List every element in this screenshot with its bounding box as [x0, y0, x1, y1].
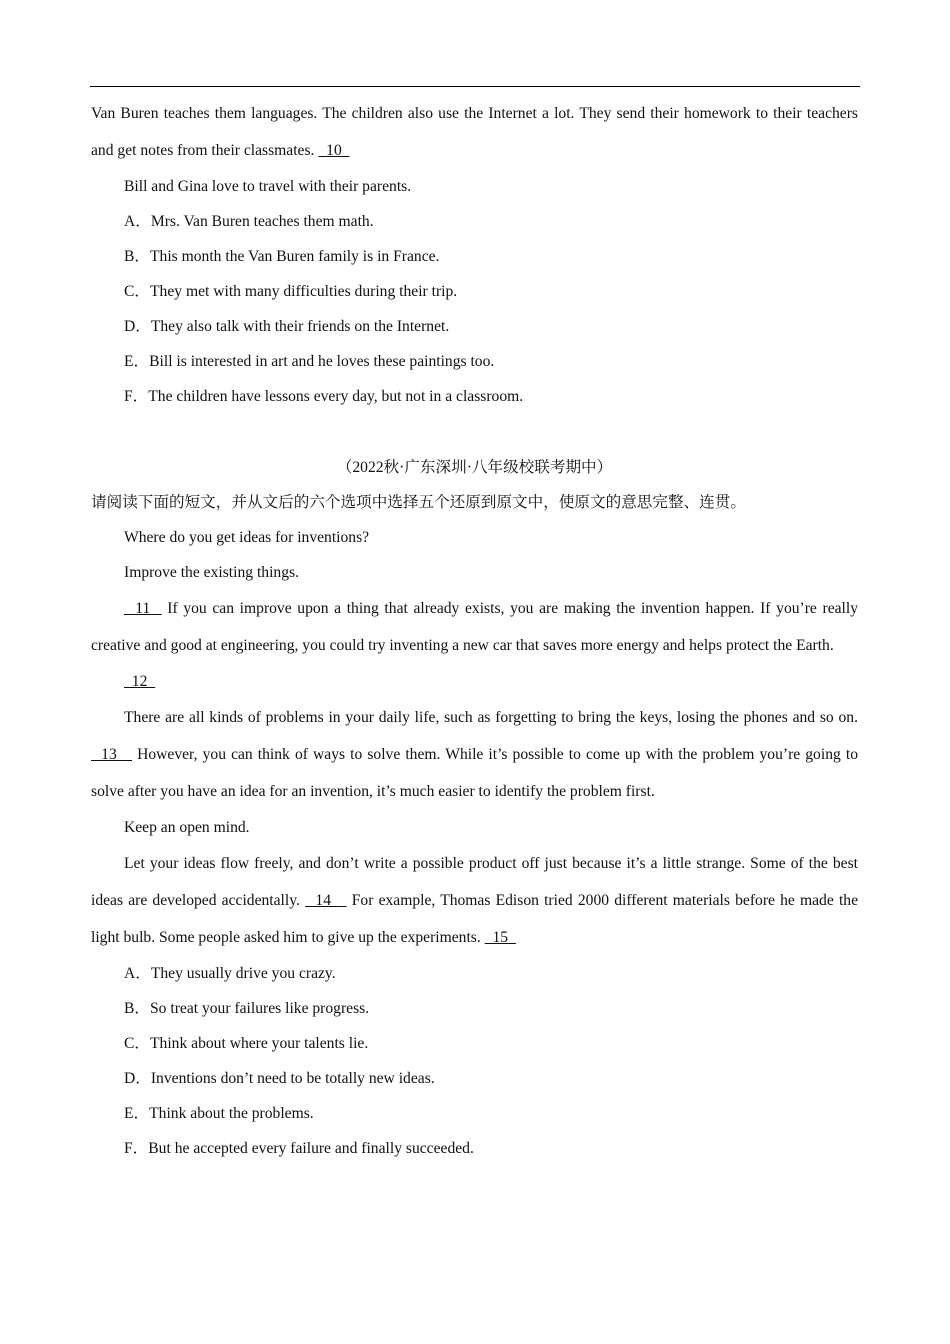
option-text: But he accepted every failure and finally succeeded. — [148, 1140, 474, 1157]
option-letter: B． — [124, 248, 150, 265]
option-2c — [91, 1026, 858, 1061]
heading-improve: Improve the existing things. — [124, 564, 299, 581]
option-text: The children have lessons every day, but not in a classroom. — [148, 388, 524, 405]
passage1-last-line: Bill and Gina love to travel with their parents. — [124, 178, 412, 195]
options-list-1 — [91, 204, 858, 414]
section-gap — [91, 414, 858, 450]
option-2f — [91, 1131, 858, 1166]
document-body — [91, 95, 858, 1166]
option-1e — [91, 344, 858, 379]
passage1-paragraph-end — [91, 95, 858, 169]
option-text: So treat your failures like progress. — [150, 1000, 370, 1017]
option-text: Inventions don’t need to be totally new ideas. — [150, 1070, 435, 1087]
option-letter: E． — [124, 353, 150, 370]
paragraph-13-start: There are all kinds of problems in your daily life, such as forgetting to bring the keys, losing the phones and so on. — [124, 709, 858, 726]
option-text: Think about where your talents lie. — [150, 1035, 369, 1052]
option-letter: A． — [124, 965, 151, 982]
option-1b — [91, 239, 858, 274]
option-text: Bill is interested in art and he loves these paintings too. — [149, 353, 495, 370]
option-text: They also talk with their friends on the Internet. — [150, 318, 450, 335]
paragraph-13-end: However, you can think of ways to solve them. While it’s possible to come up with the problem you’re going to solve after you have an idea for an invention, it’s much easier to identify the problem first. — [91, 746, 858, 800]
option-letter: C． — [124, 1035, 150, 1052]
option-1a — [91, 204, 858, 239]
option-1c — [91, 274, 858, 309]
option-2d — [91, 1061, 858, 1096]
paragraph-11 — [91, 590, 858, 664]
paragraph-11-text: If you can improve upon a thing that already exists, you are making the invention happen. If you’re really creative and good at engineering, you could try inventing a new car that saves more energy and helps protect the Earth. — [91, 600, 858, 654]
paragraph-14-end: For example, Thomas Edison tried 2000 different materials before he made the light bulb. Some people asked him to give up the experiments. — [91, 892, 858, 946]
blank-14: 14 — [305, 892, 347, 909]
option-letter: F． — [124, 388, 149, 405]
option-letter: F． — [124, 1140, 149, 1157]
option-1f — [91, 379, 858, 414]
option-2e — [91, 1096, 858, 1131]
option-1d — [91, 309, 858, 344]
passage1-text: Van Buren teaches them languages. The children also use the Internet a lot. They send their homework to their teachers and get notes from their classmates. — [91, 105, 858, 159]
header-rule — [90, 86, 860, 87]
blank-13: 13 — [91, 746, 133, 763]
option-letter: E． — [124, 1105, 150, 1122]
option-text: This month the Van Buren family is in France. — [150, 248, 440, 265]
option-text: They met with many difficulties during their trip. — [150, 283, 458, 300]
paragraph-14 — [91, 845, 858, 956]
option-letter: D． — [124, 1070, 151, 1087]
option-text: They usually drive you crazy. — [150, 965, 336, 982]
option-letter: C． — [124, 283, 150, 300]
option-text: Think about the problems. — [149, 1105, 314, 1122]
option-letter: B． — [124, 1000, 150, 1017]
option-text: Mrs. Van Buren teaches them math. — [150, 213, 374, 230]
paragraph-13 — [91, 699, 858, 810]
option-letter: D． — [124, 318, 151, 335]
option-2b — [91, 991, 858, 1026]
passage-question: Where do you get ideas for inventions? — [124, 529, 370, 546]
instructions: 请阅读下面的短文，并从文后的六个选项中选择五个还原到原文中，使原文的意思完整、连贯。 — [91, 494, 746, 511]
question-source: （2022秋·广东深圳·八年级校联考期中） — [336, 459, 613, 476]
blank-11: 11 — [124, 600, 162, 617]
paragraph-14-start: Let your ideas flow freely, and don’t write a possible product off just because it’s a little strange. Some of the best ideas are developed accidentally. — [91, 855, 858, 909]
blank-15: 15 — [484, 929, 516, 946]
option-letter: A． — [124, 213, 151, 230]
heading-open-mind: Keep an open mind. — [124, 819, 250, 836]
blank-12: 12 — [124, 673, 156, 690]
blank-10: 10 — [318, 142, 350, 159]
options-list-2 — [91, 956, 858, 1166]
option-2a — [91, 956, 858, 991]
blank-12-line — [91, 664, 858, 699]
